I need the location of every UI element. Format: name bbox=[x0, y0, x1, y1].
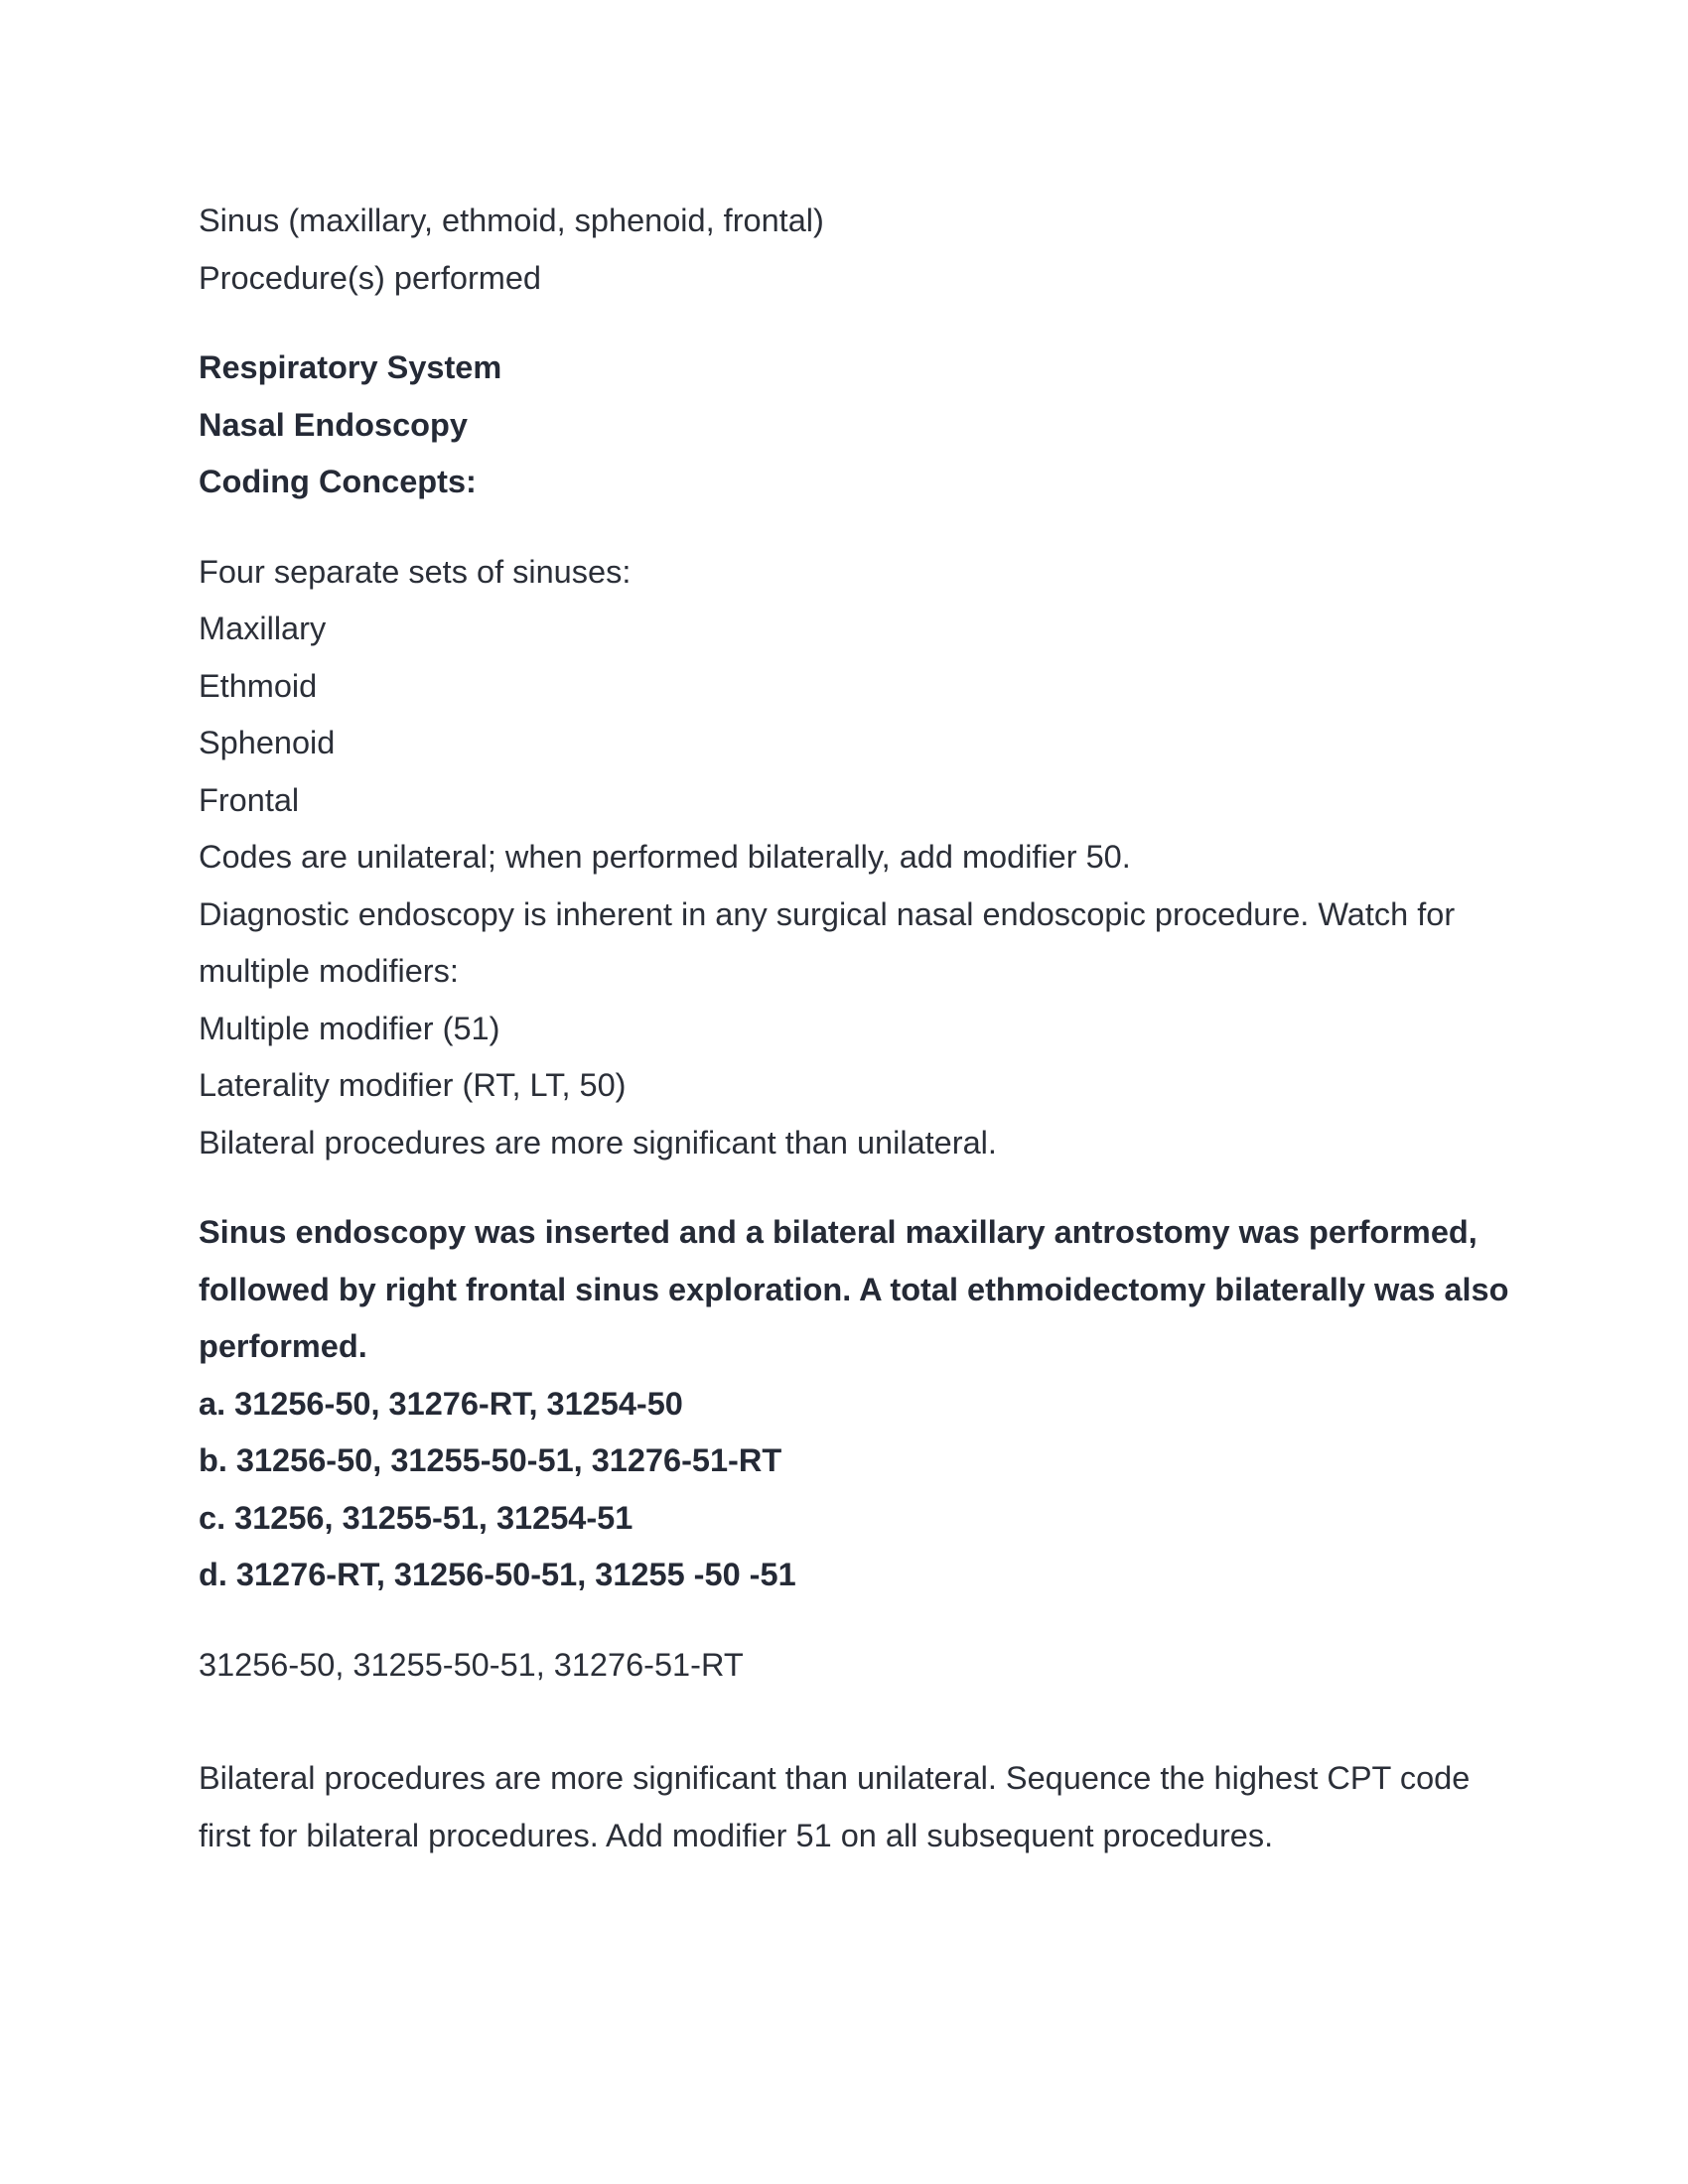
answer-rationale: Bilateral procedures are more significant than unilateral. Sequence the highest CPT code first for bilateral procedures. Add modifier 51 on all subsequent procedures. bbox=[199, 1760, 1471, 1853]
modifier-item: Laterality modifier (RT, LT, 50) bbox=[199, 1067, 627, 1103]
bilateral-note: Bilateral procedures are more significant than unilateral. bbox=[199, 1124, 997, 1160]
answer-option: d. 31276-RT, 31256-50-51, 31255 -50 -51 bbox=[199, 1557, 796, 1592]
question-stem: Sinus endoscopy was inserted and a bilateral maxillary antrostomy was performed, followed by right frontal sinus exploration. A total ethmoidectomy bilaterally was also performed. bbox=[199, 1214, 1509, 1364]
heading-system: Respiratory System bbox=[199, 349, 502, 385]
sinus-item: Frontal bbox=[199, 781, 300, 818]
sinus-sets-intro: Four separate sets of sinuses: bbox=[199, 553, 632, 590]
unilateral-note: Codes are unilateral; when performed bilaterally, add modifier 50. bbox=[199, 839, 1131, 875]
heading-concepts: Coding Concepts: bbox=[199, 464, 477, 499]
modifier-item: Multiple modifier (51) bbox=[199, 1010, 500, 1046]
correct-answer: 31256-50, 31255-50-51, 31276-51-RT bbox=[199, 1646, 744, 1683]
answer-option: a. 31256-50, 31276-RT, 31254-50 bbox=[199, 1385, 683, 1422]
intro-sinus-list: Sinus (maxillary, ethmoid, sphenoid, frontal) bbox=[199, 203, 824, 238]
answer-option: b. 31256-50, 31255-50-51, 31276-51-RT bbox=[199, 1442, 782, 1478]
sinus-item: Sphenoid bbox=[199, 725, 336, 760]
document-page bbox=[199, 193, 1509, 1864]
heading-topic: Nasal Endoscopy bbox=[199, 406, 468, 443]
sinus-item: Maxillary bbox=[199, 611, 327, 646]
answer-option: c. 31256, 31255-51, 31254-51 bbox=[199, 1499, 633, 1536]
diagnostic-note: Diagnostic endoscopy is inherent in any surgical nasal endoscopic procedure. Watch for multiple modifiers: bbox=[199, 895, 1456, 989]
intro-procedures: Procedure(s) performed bbox=[199, 259, 541, 296]
sinus-item: Ethmoid bbox=[199, 667, 318, 704]
